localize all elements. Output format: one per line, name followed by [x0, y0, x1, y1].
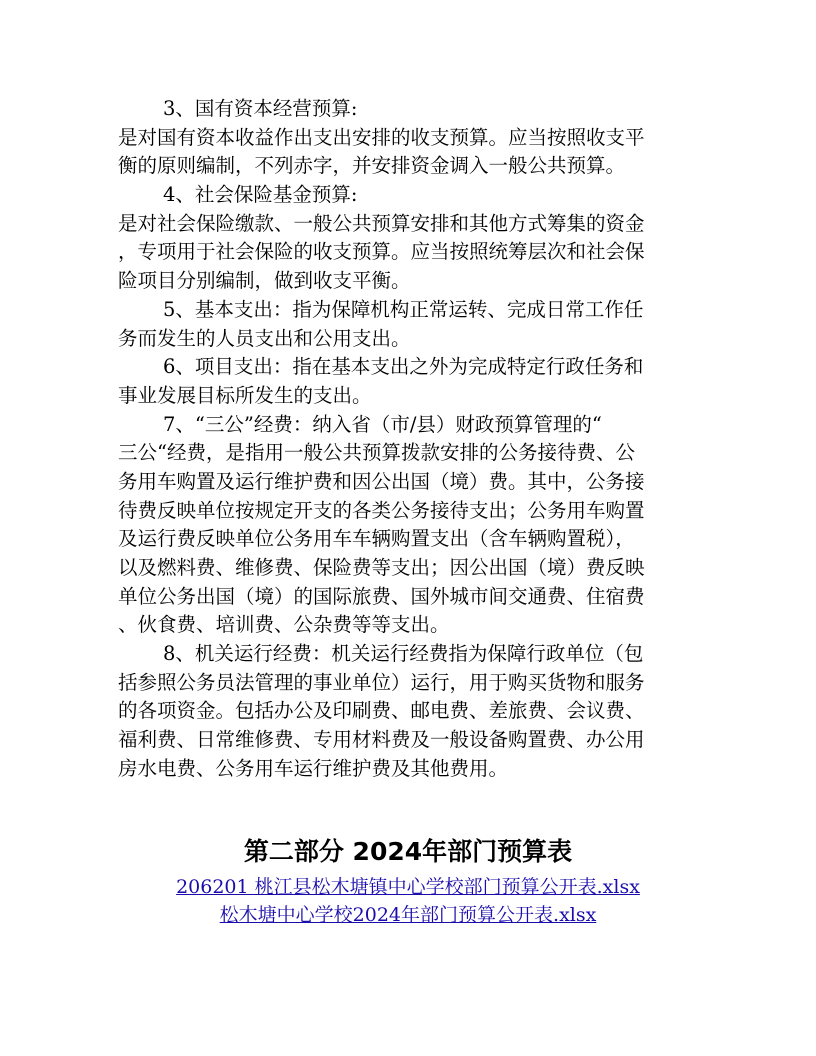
body-text-line: 房水电费、公务用车运行维护费及其他费用。: [118, 756, 509, 780]
attachment-links: [0, 873, 816, 929]
body-text-line: 三公“经费，是指用一般公共预算拨款安排的公务接待费、公: [118, 441, 635, 465]
item-heading-line: 7、“三公”经费：纳入省（市/县）财政预算管理的“: [163, 412, 602, 436]
body-text-line: 险项目分别编制，做到收支平衡。: [118, 269, 411, 293]
body-text-line: 务用车购置及运行维护费和因公出国（境）费。其中，公务接: [118, 469, 645, 493]
body-text-line: 是对国有资本收益作出支出安排的收支预算。应当按照收支平: [118, 125, 645, 149]
attachment-link-2024-budget[interactable]: 松木塘中心学校2024年部门预算公开表.xlsx: [219, 904, 597, 926]
body-text-line: ，专项用于社会保险的收支预算。应当按照统筹层次和社会保: [118, 240, 645, 264]
body-text-line: 事业发展目标所发生的支出。: [118, 383, 372, 407]
item-heading-line: 6、项目支出：指在基本支出之外为完成特定行政任务和: [163, 355, 644, 379]
body-text-line: 括参照公务员法管理的事业单位）运行，用于购买货物和服务: [118, 670, 645, 694]
body-text-line: 及运行费反映单位公务用车车辆购置支出（含车辆购置税），: [118, 527, 635, 551]
body-text-line: 、伙食费、培训费、公杂费等等支出。: [118, 613, 450, 637]
body-text-line: 待费反映单位按规定开支的各类公务接待支出；公务用车购置: [118, 498, 645, 522]
body-text-line: 单位公务出国（境）的国际旅费、国外城市间交通费、住宿费: [118, 584, 645, 608]
part-title: 第二部分 2024年部门预算表: [243, 837, 573, 866]
item-heading-line: 8、机关运行经费：机关运行经费指为保障行政单位（包: [163, 642, 644, 666]
body-text-line: 福利费、日常维修费、专用材料费及一般设备购置费、办公用: [118, 728, 645, 752]
body-text-line: 是对社会保险缴款、一般公共预算安排和其他方式筹集的资金: [118, 211, 645, 235]
body-text-line: 的各项资金。包括办公及印刷费、邮电费、差旅费、会议费、: [118, 699, 645, 723]
body-text-line: 务而发生的人员支出和公用支出。: [118, 326, 411, 350]
budget-glossary-text: [118, 95, 708, 784]
item-heading-line: 4、社会保险基金预算:: [163, 183, 358, 207]
item-heading-line: 5、基本支出：指为保障机构正常运转、完成日常工作任: [163, 297, 644, 321]
body-text-line: 衡的原则编制，不列赤字，并安排资金调入一般公共预算。: [118, 154, 626, 178]
body-text-line: 以及燃料费、维修费、保险费等支出；因公出国（境）费反映: [118, 556, 645, 579]
attachment-link-school-budget[interactable]: 206201 桃江县松木塘镇中心学校部门预算公开表.xlsx: [176, 876, 640, 898]
item-heading-line: 3、国有资本经营预算:: [163, 97, 358, 120]
